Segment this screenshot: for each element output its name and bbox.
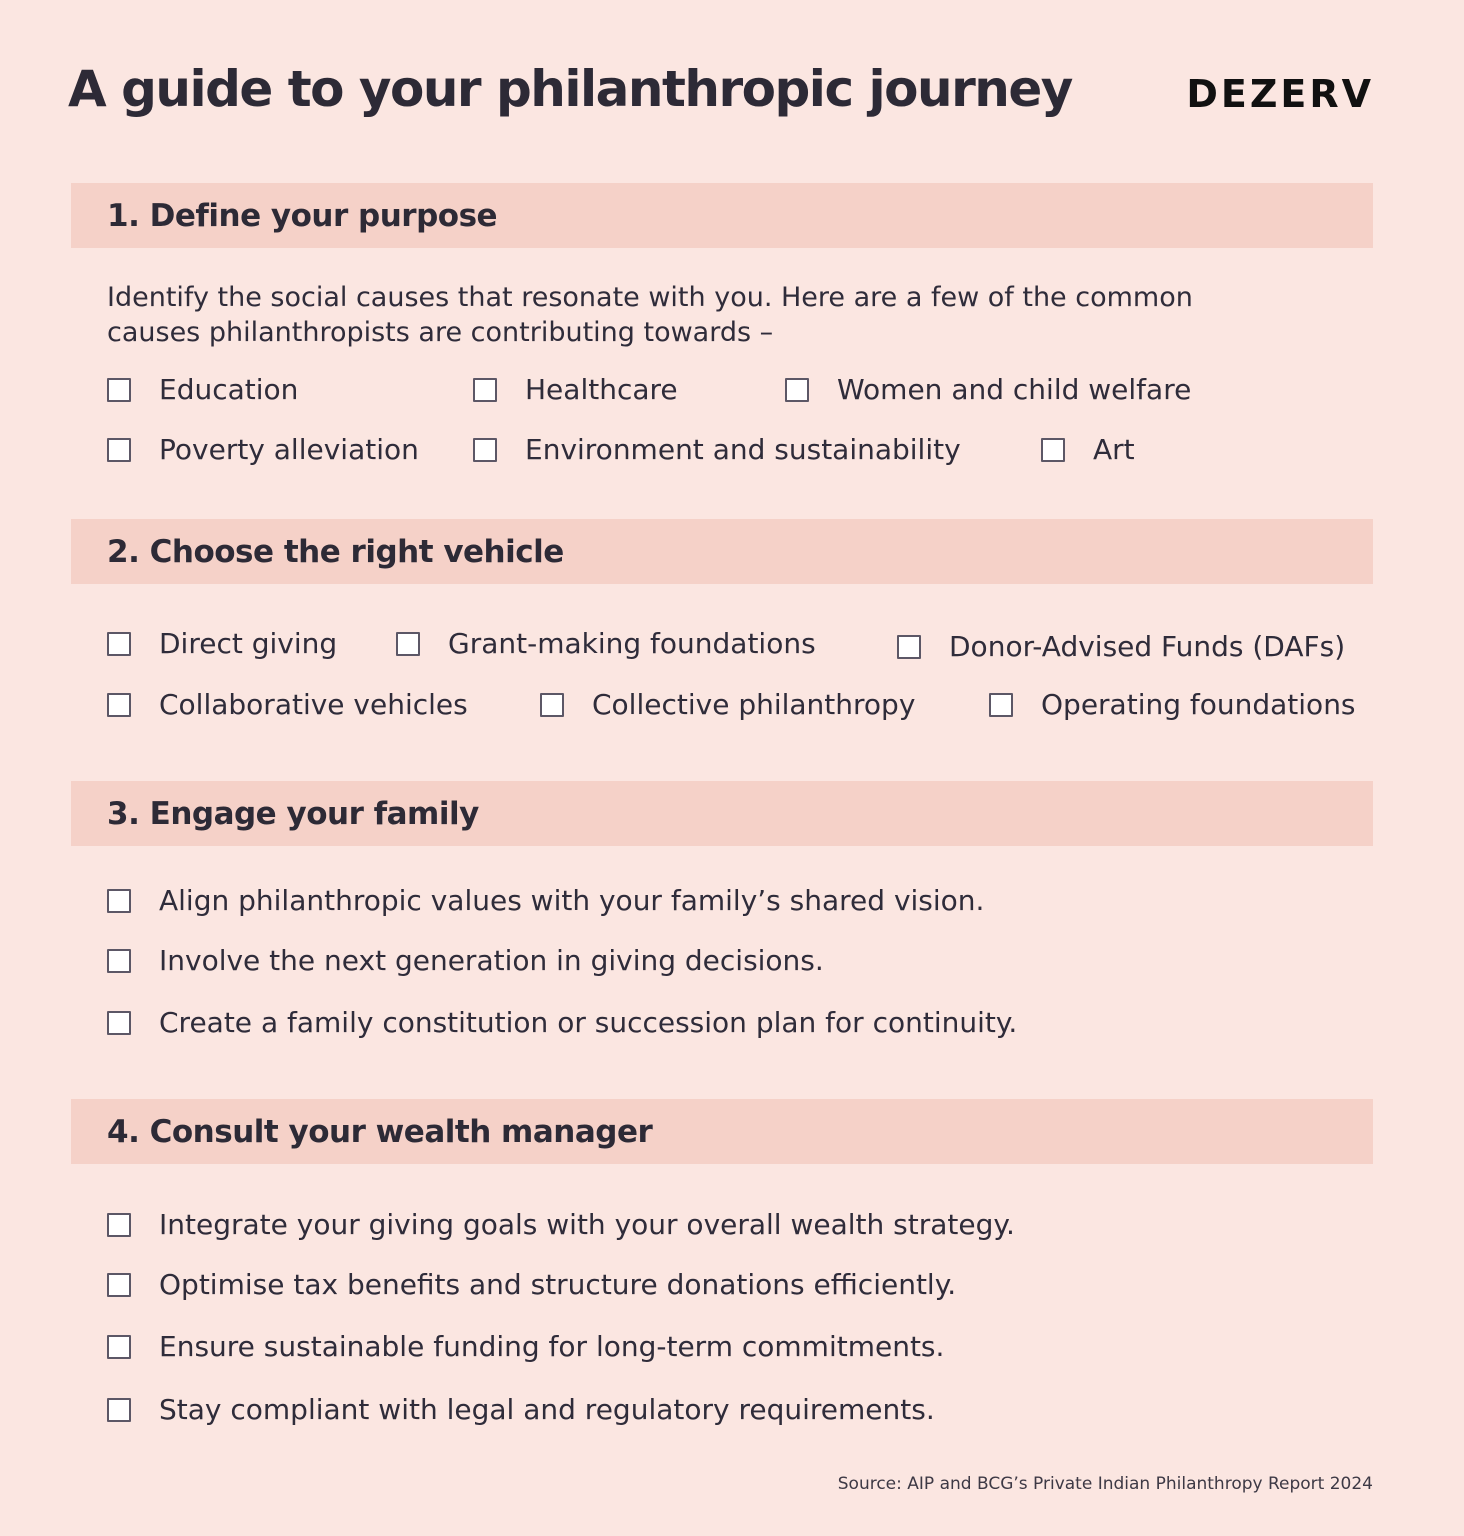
checkbox[interactable] [540, 693, 564, 717]
intro-line: causes philanthropists are contributing towards – [107, 317, 774, 348]
checkbox[interactable] [473, 438, 497, 462]
checklist-item-integrate-goals[interactable] [107, 1208, 1015, 1241]
intro-line: Identify the social causes that resonate with you. Here are a few of the common [107, 282, 1193, 313]
checklist-label: Education [159, 373, 299, 406]
section-heading-choose-vehicle: 2. Choose the right vehicle [71, 519, 1373, 584]
checklist-item-collective-philanthropy[interactable] [540, 688, 915, 721]
checkbox[interactable] [107, 1213, 131, 1237]
checkbox[interactable] [473, 378, 497, 402]
checklist-item-grant-making-foundations[interactable] [396, 627, 816, 660]
checkbox[interactable] [107, 889, 131, 913]
checklist-label: Donor-Advised Funds (DAFs) [949, 630, 1346, 663]
checkbox[interactable] [1041, 438, 1065, 462]
checklist-item-direct-giving[interactable] [107, 627, 337, 660]
section-intro [107, 280, 1307, 350]
brand-logo: DEZERV [1186, 72, 1374, 116]
checklist-label: Stay compliant with legal and regulatory requirements. [159, 1393, 935, 1426]
checklist-item-donor-advised-funds[interactable] [897, 630, 1345, 663]
checklist-item-poverty-alleviation[interactable] [107, 433, 419, 466]
section-heading-define-purpose: 1. Define your purpose [71, 183, 1373, 248]
page-title: A guide to your philanthropic journey [68, 60, 1072, 118]
section-heading-engage-family: 3. Engage your family [71, 781, 1373, 846]
checklist-label: Integrate your giving goals with your overall wealth strategy. [159, 1208, 1015, 1241]
checkbox[interactable] [396, 632, 420, 656]
checkbox[interactable] [897, 635, 921, 659]
checklist-label: Collective philanthropy [592, 688, 916, 721]
checklist-label: Involve the next generation in giving decisions. [159, 944, 824, 977]
checklist-label: Healthcare [525, 373, 678, 406]
checklist-label: Women and child welfare [837, 373, 1192, 406]
checkbox[interactable] [107, 1011, 131, 1035]
checklist-item-involve-next-generation[interactable] [107, 944, 824, 977]
checklist-item-align-values[interactable] [107, 884, 984, 917]
checklist-item-sustainable-funding[interactable] [107, 1330, 944, 1363]
checklist-item-women-child-welfare[interactable] [785, 373, 1191, 406]
source-citation: Source: AIP and BCG’s Private Indian Philanthropy Report 2024 [837, 1474, 1373, 1494]
checklist-item-environment[interactable] [473, 433, 961, 466]
checklist-item-operating-foundations[interactable] [989, 688, 1356, 721]
checklist-label: Optimise tax benefits and structure donations efficiently. [159, 1268, 957, 1301]
checkbox[interactable] [107, 1273, 131, 1297]
checkbox[interactable] [107, 1398, 131, 1422]
checkbox[interactable] [107, 378, 131, 402]
checklist-label: Poverty alleviation [159, 433, 419, 466]
checklist-label: Art [1093, 433, 1135, 466]
checkbox[interactable] [107, 949, 131, 973]
checkbox[interactable] [989, 693, 1013, 717]
checklist-item-art[interactable] [1041, 433, 1135, 466]
checklist-label: Align philanthropic values with your family’s shared vision. [159, 884, 985, 917]
checklist-label: Operating foundations [1041, 688, 1356, 721]
checklist-item-collaborative-vehicles[interactable] [107, 688, 468, 721]
checklist-item-stay-compliant[interactable] [107, 1393, 935, 1426]
checklist-label: Collaborative vehicles [159, 688, 468, 721]
checkbox[interactable] [107, 438, 131, 462]
checkbox[interactable] [785, 378, 809, 402]
checklist-label: Grant-making foundations [448, 627, 816, 660]
checkbox[interactable] [107, 693, 131, 717]
checklist-label: Create a family constitution or succession plan for continuity. [159, 1006, 1018, 1039]
checklist-item-healthcare[interactable] [473, 373, 678, 406]
checkbox[interactable] [107, 632, 131, 656]
checklist-item-education[interactable] [107, 373, 298, 406]
section-heading-consult-wealth-manager: 4. Consult your wealth manager [71, 1099, 1373, 1164]
checklist-item-optimise-tax[interactable] [107, 1268, 956, 1301]
checklist-item-family-constitution[interactable] [107, 1006, 1017, 1039]
checklist-label: Environment and sustainability [525, 433, 961, 466]
checklist-label: Ensure sustainable funding for long-term commitments. [159, 1330, 945, 1363]
checkbox[interactable] [107, 1335, 131, 1359]
checklist-label: Direct giving [159, 627, 338, 660]
